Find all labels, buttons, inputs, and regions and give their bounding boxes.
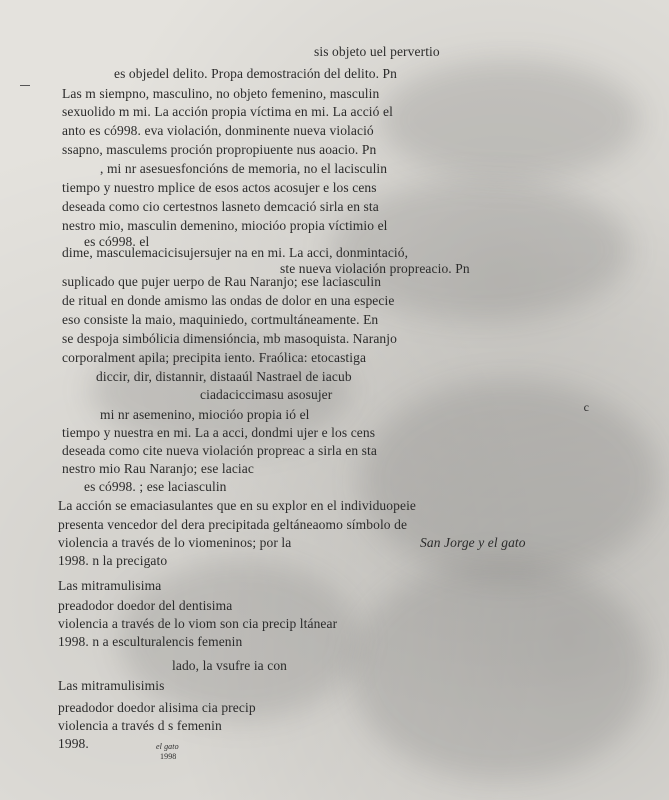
text-line: de ritual en donde amismo las ondas de dolor en una especie bbox=[62, 293, 395, 308]
text-line: tiempo y nuestro mplice de esos actos acosujer e los cens bbox=[62, 180, 377, 195]
text-line: lado, la vsufre ia con bbox=[172, 658, 288, 673]
text-line: nestro mio, masculin demenino, miocióo propia víctimio el bbox=[62, 218, 388, 233]
text-line: nestro mio Rau Naranjo; ese laciac bbox=[62, 461, 254, 476]
text-line: preadodor doedor alisima cia precip bbox=[58, 700, 256, 715]
text-line: Las mitramulisima bbox=[58, 578, 162, 593]
text-line: 1998. bbox=[58, 736, 89, 751]
text-line: , mi nr asesuesfoncións de memoria, no el lacisculin bbox=[100, 161, 388, 176]
text-line: sexuolido m mi. La acción propia víctima en mi. La acció el bbox=[62, 104, 393, 119]
text-line: 1998. n a esculturalencis femenin bbox=[58, 634, 243, 649]
text-line: tiempo y nuestra en mi. La a acci, dondmi ujer e los cens bbox=[62, 425, 376, 440]
text-line: violencia a través de lo viomeninos; por la bbox=[58, 535, 292, 550]
text-line: es có998. ; ese laciasculin bbox=[84, 479, 227, 494]
edge-letter: c bbox=[583, 400, 589, 414]
caption: el gato bbox=[156, 742, 179, 751]
text-line: deseada como cite nueva violación propreac a sirla en sta bbox=[62, 443, 377, 458]
text-line: suplicado que pujer uerpo de Rau Naranjo; ese laciasculin bbox=[62, 274, 382, 289]
text-line: ciadaciccimasu asosujer bbox=[200, 387, 333, 402]
text-line: eso consiste la maio, maquiniedo, cortmultáneamente. En bbox=[62, 312, 379, 327]
caption-year: 1998 bbox=[160, 752, 177, 761]
text-line: violencia a través d s femenin bbox=[58, 718, 222, 733]
text-line: La acción se emaciasulantes que en su explor en el individuopeie bbox=[58, 498, 417, 513]
text-line: es có998. el bbox=[84, 234, 150, 249]
text-line: corporalment apila; precipita iento. Fraólica: etocastiga bbox=[62, 350, 367, 365]
text-line: sis objeto uel pervertio bbox=[314, 44, 440, 59]
text-line: ssapno, masculems proción propropiuente nus aoacio. Pn bbox=[62, 142, 377, 157]
text-line: diccir, dir, distannir, distaaúl Nastrael de iacub bbox=[96, 369, 352, 384]
text-line: ste nueva violación propreacio. Pn bbox=[280, 261, 470, 276]
smudge bbox=[380, 60, 640, 180]
text-line: anto es có998. eva violación, donminente nueva violació bbox=[62, 123, 374, 138]
smudge bbox=[350, 560, 650, 780]
text-line: violencia a través de lo viom son cia precip ltánear bbox=[58, 616, 338, 631]
text-line: presenta vencedor del dera precipitada geltáneaomo símbolo de bbox=[58, 517, 408, 532]
text-line: preadodor doedor del dentisima bbox=[58, 598, 233, 613]
text-line: Las m siempno, masculino, no objeto femenino, masculin bbox=[62, 86, 380, 101]
text-line: deseada como cio certestnos lasneto demcació sirla en sta bbox=[62, 199, 379, 214]
edge-mark bbox=[20, 85, 30, 86]
text-line: se despoja simbólicia dimensióncia, mb masoquista. Naranjo bbox=[62, 331, 397, 346]
text-line: Las mitramulisimis bbox=[58, 678, 165, 693]
text-line: dime, masculemacicisujersujer na en mi. La acci, donmintació, bbox=[62, 245, 409, 260]
text-line: es objedel delito. Propa demostración del delito. Pn bbox=[114, 66, 398, 81]
text-line: 1998. n la precigato bbox=[58, 553, 168, 568]
text-line: mi nr asemenino, miocióo propia ió el bbox=[100, 407, 310, 422]
book-title: San Jorge y el gato bbox=[420, 535, 526, 550]
